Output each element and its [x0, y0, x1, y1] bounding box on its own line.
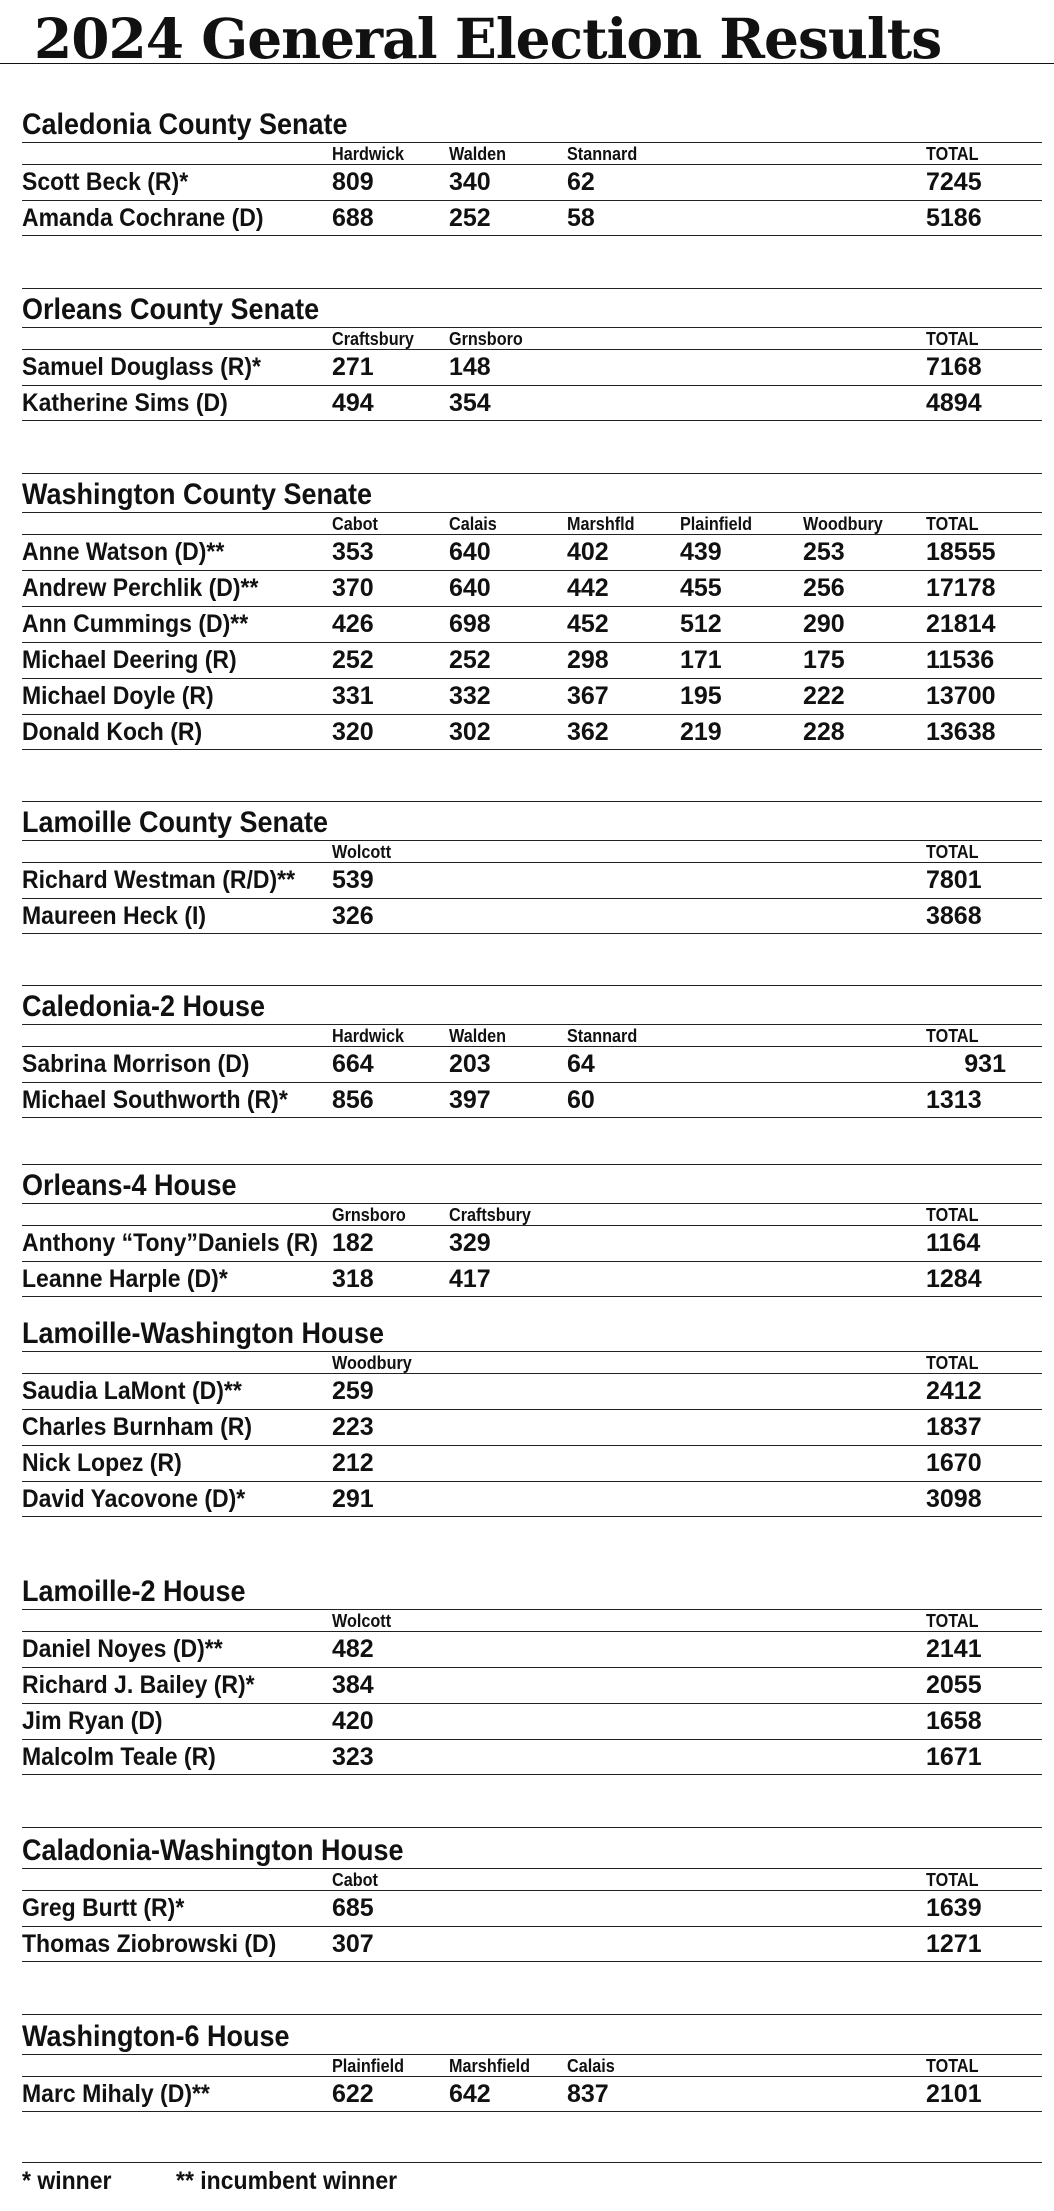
column-header: Plainfield — [680, 514, 753, 534]
town-votes: 539 — [332, 866, 374, 894]
town-votes: 219 — [680, 718, 722, 746]
total-votes: 13700 — [926, 682, 996, 710]
town-votes: 402 — [567, 538, 609, 566]
town-votes: 332 — [449, 682, 491, 710]
town-votes: 320 — [332, 718, 374, 746]
town-votes: 62 — [567, 168, 595, 196]
total-votes: 4894 — [926, 389, 982, 417]
town-votes: 417 — [449, 1265, 491, 1293]
total-header: TOTAL — [926, 1205, 979, 1225]
candidate-name: Saudia LaMont (D)** — [22, 1377, 242, 1405]
race-table — [22, 1834, 1042, 1962]
candidate-row — [22, 1667, 1042, 1703]
total-votes: 1639 — [926, 1894, 982, 1922]
town-votes: 329 — [449, 1229, 491, 1257]
town-votes: 367 — [567, 682, 609, 710]
total-votes: 21814 — [926, 610, 996, 638]
town-votes: 685 — [332, 1894, 374, 1922]
town-votes: 340 — [449, 168, 491, 196]
town-votes: 354 — [449, 389, 491, 417]
column-header: Woodbury — [332, 1353, 412, 1373]
candidate-name: Leanne Harple (D)* — [22, 1265, 228, 1293]
candidate-name: Nick Lopez (R) — [22, 1449, 182, 1477]
total-votes: 1284 — [926, 1265, 982, 1293]
town-votes: 290 — [803, 610, 845, 638]
total-votes: 1671 — [926, 1743, 982, 1771]
town-votes: 228 — [803, 718, 845, 746]
town-votes: 195 — [680, 682, 722, 710]
column-header: Hardwick — [332, 1026, 405, 1046]
town-votes: 64 — [567, 1050, 595, 1078]
town-votes: 252 — [449, 204, 491, 232]
race-table — [22, 478, 1042, 750]
race-table — [22, 1575, 1042, 1775]
total-votes: 11536 — [926, 646, 995, 674]
town-votes: 397 — [449, 1086, 491, 1114]
race-table — [22, 2020, 1042, 2112]
candidate-name: Thomas Ziobrowski (D) — [22, 1930, 277, 1958]
column-header-row — [22, 1024, 1042, 1046]
total-votes: 7245 — [926, 168, 982, 196]
candidate-name: Ann Cummings (D)** — [22, 610, 249, 638]
town-votes: 642 — [449, 2080, 491, 2108]
candidate-row — [22, 606, 1042, 642]
candidate-name: Jim Ryan (D) — [22, 1707, 163, 1735]
candidate-name: Amanda Cochrane (D) — [22, 204, 264, 232]
town-votes: 370 — [332, 574, 374, 602]
candidate-row — [22, 642, 1042, 678]
town-votes: 688 — [332, 204, 374, 232]
town-votes: 307 — [332, 1930, 374, 1958]
candidate-name: Maureen Heck (I) — [22, 902, 207, 930]
town-votes: 58 — [567, 204, 595, 232]
candidate-name: Greg Burtt (R)* — [22, 1894, 185, 1922]
town-votes: 298 — [567, 646, 609, 674]
column-header: Marshfld — [567, 514, 635, 534]
race-title: Caledonia-2 House — [22, 990, 266, 1023]
town-votes: 362 — [567, 718, 609, 746]
candidate-row — [22, 1703, 1042, 1739]
town-votes: 426 — [332, 610, 374, 638]
candidate-row — [22, 200, 1042, 236]
candidate-row — [22, 1409, 1042, 1445]
total-votes: 2412 — [926, 1377, 982, 1405]
legend-incumbent: ** incumbent winner — [176, 2167, 398, 2195]
town-votes: 182 — [332, 1229, 374, 1257]
total-header: TOTAL — [926, 1611, 979, 1631]
total-votes: 2055 — [926, 1671, 982, 1699]
candidate-row — [22, 164, 1042, 200]
column-header-row — [22, 840, 1042, 862]
column-header: Wolcott — [332, 1611, 392, 1631]
total-header: TOTAL — [926, 514, 979, 534]
candidate-row — [22, 1481, 1042, 1517]
section-divider — [22, 2014, 1042, 2015]
race-table — [22, 806, 1042, 934]
town-votes: 222 — [803, 682, 845, 710]
candidate-row — [22, 862, 1042, 898]
candidate-name: Anne Watson (D)** — [22, 538, 225, 566]
candidate-row — [22, 1631, 1042, 1667]
town-votes: 252 — [449, 646, 491, 674]
town-votes: 212 — [332, 1449, 374, 1477]
race-title: Lamoille-Washington House — [22, 1317, 385, 1350]
town-votes: 439 — [680, 538, 722, 566]
town-votes: 253 — [803, 538, 845, 566]
race-table — [22, 293, 1042, 421]
town-votes: 622 — [332, 2080, 374, 2108]
column-header: Walden — [449, 144, 507, 164]
town-votes: 331 — [332, 682, 374, 710]
candidate-row — [22, 1926, 1042, 1962]
total-votes: 5186 — [926, 204, 982, 232]
candidate-row — [22, 1373, 1042, 1409]
candidate-name: Richard Westman (R/D)** — [22, 866, 296, 894]
total-votes: 3868 — [926, 902, 982, 930]
candidate-name: Malcolm Teale (R) — [22, 1743, 216, 1771]
town-votes: 442 — [567, 574, 609, 602]
candidate-row — [22, 1890, 1042, 1926]
candidate-row — [22, 534, 1042, 570]
section-divider — [22, 985, 1042, 986]
town-votes: 455 — [680, 574, 722, 602]
town-votes: 203 — [449, 1050, 491, 1078]
legend — [22, 2162, 1042, 2197]
column-header-row — [22, 1351, 1042, 1373]
candidate-row — [22, 1445, 1042, 1481]
candidate-name: Richard J. Bailey (R)* — [22, 1671, 255, 1699]
column-header-row — [22, 512, 1042, 534]
column-header: Hardwick — [332, 144, 405, 164]
town-votes: 252 — [332, 646, 374, 674]
column-header-row — [22, 327, 1042, 349]
race-title: Washington-6 House — [22, 2020, 290, 2053]
total-votes: 2141 — [926, 1635, 982, 1663]
total-votes: 1271 — [926, 1930, 982, 1958]
town-votes: 171 — [680, 646, 722, 674]
race-table — [22, 1317, 1042, 1517]
total-votes: 931 — [964, 1050, 1006, 1078]
town-votes: 256 — [803, 574, 845, 602]
legend-winner: * winner — [22, 2167, 112, 2195]
town-votes: 837 — [567, 2080, 609, 2108]
total-votes: 1837 — [926, 1413, 982, 1441]
total-header: TOTAL — [926, 1026, 979, 1046]
section-divider — [22, 288, 1042, 289]
total-votes: 1658 — [926, 1707, 982, 1735]
column-header: Wolcott — [332, 842, 392, 862]
section-divider — [22, 1827, 1042, 1828]
town-votes: 494 — [332, 389, 374, 417]
section-divider — [22, 801, 1042, 802]
total-header: TOTAL — [926, 1353, 979, 1373]
race-title: Lamoille-2 House — [22, 1575, 246, 1608]
column-header-row — [22, 142, 1042, 164]
town-votes: 259 — [332, 1377, 374, 1405]
town-votes: 323 — [332, 1743, 374, 1771]
column-header-row — [22, 1868, 1042, 1890]
total-votes: 18555 — [926, 538, 996, 566]
town-votes: 698 — [449, 610, 491, 638]
town-votes: 318 — [332, 1265, 374, 1293]
candidate-name: Michael Doyle (R) — [22, 682, 214, 710]
column-header: Calais — [567, 2056, 615, 2076]
column-header-row — [22, 2054, 1042, 2076]
town-votes: 640 — [449, 538, 491, 566]
candidate-name: Michael Deering (R) — [22, 646, 237, 674]
total-votes: 7168 — [926, 353, 982, 381]
candidate-row — [22, 570, 1042, 606]
candidate-name: Katherine Sims (D) — [22, 389, 228, 417]
race-title: Orleans-4 House — [22, 1169, 237, 1202]
column-header: Cabot — [332, 514, 378, 534]
race-title: Washington County Senate — [22, 478, 373, 511]
candidate-row — [22, 714, 1042, 750]
town-votes: 809 — [332, 168, 374, 196]
column-header: Grnsboro — [449, 329, 523, 349]
town-votes: 148 — [449, 353, 491, 381]
town-votes: 291 — [332, 1485, 374, 1513]
town-votes: 326 — [332, 902, 374, 930]
candidate-name: Charles Burnham (R) — [22, 1413, 253, 1441]
column-header: Craftsbury — [332, 329, 414, 349]
candidate-name: Marc Mihaly (D)** — [22, 2080, 210, 2108]
section-divider — [22, 473, 1042, 474]
town-votes: 302 — [449, 718, 491, 746]
town-votes: 640 — [449, 574, 491, 602]
candidate-row — [22, 678, 1042, 714]
column-header: Calais — [449, 514, 497, 534]
total-header: TOTAL — [926, 1870, 979, 1890]
candidate-row — [22, 349, 1042, 385]
total-header: TOTAL — [926, 2056, 979, 2076]
town-votes: 353 — [332, 538, 374, 566]
column-header: Marshfield — [449, 2056, 531, 2076]
race-table — [22, 990, 1042, 1118]
column-header: Cabot — [332, 1870, 378, 1890]
candidate-name: Anthony “Tony”Daniels (R) — [22, 1229, 319, 1257]
column-header: Plainfield — [332, 2056, 405, 2076]
total-votes: 1164 — [926, 1229, 981, 1257]
town-votes: 384 — [332, 1671, 374, 1699]
race-title: Caledonia County Senate — [22, 108, 348, 141]
candidate-row — [22, 1046, 1042, 1082]
total-votes: 3098 — [926, 1485, 982, 1513]
town-votes: 223 — [332, 1413, 374, 1441]
candidate-row — [22, 898, 1042, 934]
page-title: 2024 General Election Results — [0, 0, 1054, 64]
candidate-row — [22, 385, 1042, 421]
total-header: TOTAL — [926, 144, 979, 164]
total-votes: 2101 — [926, 2080, 982, 2108]
total-header: TOTAL — [926, 329, 979, 349]
total-votes: 17178 — [926, 574, 996, 602]
candidate-name: Sabrina Morrison (D) — [22, 1050, 250, 1078]
race-table — [22, 108, 1042, 236]
total-votes: 7801 — [926, 866, 982, 894]
town-votes: 482 — [332, 1635, 374, 1663]
total-votes: 1670 — [926, 1449, 982, 1477]
column-header: Stannard — [567, 1026, 638, 1046]
race-table — [22, 1169, 1042, 1297]
total-votes: 13638 — [926, 718, 996, 746]
town-votes: 271 — [332, 353, 374, 381]
column-header: Stannard — [567, 144, 638, 164]
column-header: Woodbury — [803, 514, 883, 534]
candidate-name: Scott Beck (R)* — [22, 168, 189, 196]
town-votes: 452 — [567, 610, 609, 638]
race-title: Orleans County Senate — [22, 293, 320, 326]
total-votes: 1313 — [926, 1086, 982, 1114]
town-votes: 420 — [332, 1707, 374, 1735]
column-header: Walden — [449, 1026, 507, 1046]
section-divider — [22, 1164, 1042, 1165]
candidate-row — [22, 1739, 1042, 1775]
column-header: Grnsboro — [332, 1205, 406, 1225]
town-votes: 512 — [680, 610, 722, 638]
candidate-name: David Yacovone (D)* — [22, 1485, 246, 1513]
candidate-name: Michael Southworth (R)* — [22, 1086, 288, 1114]
town-votes: 175 — [803, 646, 845, 674]
race-title: Lamoille County Senate — [22, 806, 329, 839]
race-title: Caladonia-Washington House — [22, 1834, 404, 1867]
candidate-row — [22, 1082, 1042, 1118]
candidate-row — [22, 1261, 1042, 1297]
candidate-name: Daniel Noyes (D)** — [22, 1635, 223, 1663]
total-header: TOTAL — [926, 842, 979, 862]
candidate-name: Donald Koch (R) — [22, 718, 203, 746]
candidate-name: Andrew Perchlik (D)** — [22, 574, 259, 602]
town-votes: 664 — [332, 1050, 374, 1078]
town-votes: 60 — [567, 1086, 595, 1114]
column-header-row — [22, 1609, 1042, 1631]
column-header: Craftsbury — [449, 1205, 531, 1225]
candidate-row — [22, 2076, 1042, 2112]
town-votes: 856 — [332, 1086, 374, 1114]
column-header-row — [22, 1203, 1042, 1225]
candidate-name: Samuel Douglass (R)* — [22, 353, 261, 381]
candidate-row — [22, 1225, 1042, 1261]
